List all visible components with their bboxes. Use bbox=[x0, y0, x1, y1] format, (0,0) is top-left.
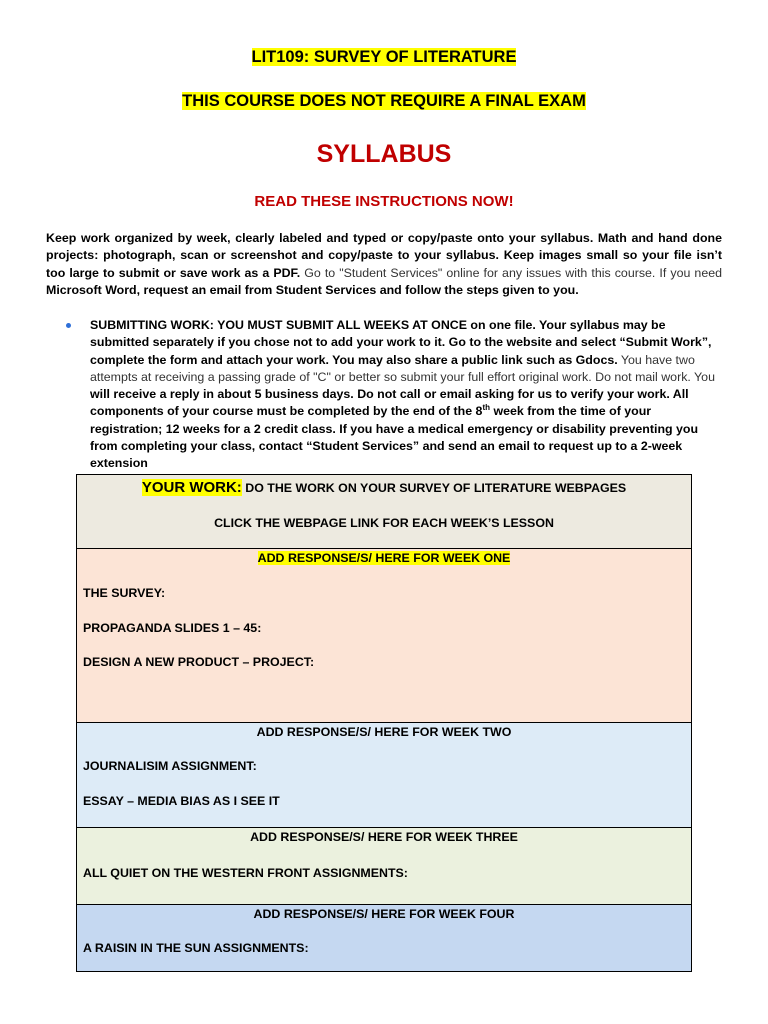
week-two-cell[interactable] bbox=[77, 723, 692, 828]
week-three-item: ALL QUIET ON THE WESTERN FRONT ASSIGNMENTS: bbox=[83, 866, 408, 880]
week-three-title: ADD RESPONSE/S/ HERE FOR WEEK THREE bbox=[250, 830, 518, 844]
bullet-text-1: SUBMITTING WORK: YOU MUST SUBMIT ALL WEEKS AT ONCE on one file. Your syllabus may be submitted separately if you chose not to add your work to it. Go to the website and select “Submit Work”, complete the form and attach your work. You may also share a public link such as Gdocs. bbox=[90, 318, 712, 367]
bullet-text-2: You have two attempts at receiving a passing grade of "C" or better so submit your full effort original work. Do not mail work. You bbox=[90, 352, 715, 384]
syllabus-heading: SYLLABUS bbox=[316, 140, 452, 168]
your-work-label: YOUR WORK: bbox=[141, 479, 242, 496]
week-four-title: ADD RESPONSE/S/ HERE FOR WEEK FOUR bbox=[253, 907, 515, 921]
course-title-text: LIT109: SURVEY OF LITERATURE bbox=[251, 48, 517, 66]
week-three-cell[interactable] bbox=[77, 828, 692, 905]
intro-text-2: Go to "Student Services" online for any issues with this course. If you need bbox=[300, 265, 722, 280]
your-work-cell bbox=[77, 475, 692, 549]
week-four-item: A RAISIN IN THE SUN ASSIGNMENTS: bbox=[83, 941, 309, 955]
week-one-title bbox=[83, 550, 685, 567]
exam-note-text: THIS COURSE DOES NOT REQUIRE A FINAL EXAM bbox=[182, 92, 586, 110]
submitting-work-text bbox=[90, 317, 726, 473]
bullet-dot-icon bbox=[66, 323, 71, 328]
week-one-cell[interactable] bbox=[77, 549, 692, 723]
intro-text-3: Microsoft Word, request an email from Student Services and follow the steps given to you. bbox=[46, 282, 579, 297]
week-one-title-text: ADD RESPONSE/S/ HERE FOR WEEK ONE bbox=[257, 551, 511, 565]
bullet-text-4: week from the time of your registration; 12 weeks for a 2 credit class. If you have a medical emergency or disability preventing you from completing your class, contact “Student Services” and send an email to request up to a 2-week extension bbox=[90, 404, 699, 471]
your-work-text: DO THE WORK ON YOUR SURVEY OF LITERATURE WEBPAGES bbox=[241, 481, 627, 495]
exam-note bbox=[0, 91, 768, 111]
week-one-item: DESIGN A NEW PRODUCT – PROJECT: bbox=[83, 655, 315, 669]
week-four-cell[interactable] bbox=[77, 905, 692, 972]
read-instructions-heading: READ THESE INSTRUCTIONS NOW! bbox=[254, 193, 514, 210]
bullet-superscript: th bbox=[482, 403, 490, 413]
work-table bbox=[76, 474, 692, 972]
intro-text-1: Keep work organized by week, clearly labeled and typed or copy/paste onto your syllabus. Math and hand done projects: photograph, scan or screenshot and copy/paste to your syllabus. Keep images small so your file isn’t too large to submit or save work as a PDF. bbox=[46, 231, 722, 280]
week-one-item: THE SURVEY: bbox=[83, 586, 166, 600]
week-two-item: JOURNALISIM ASSIGNMENT: bbox=[83, 759, 257, 773]
bullet-text-3: will receive a reply in about 5 business days. Do not call or email asking for us to verify your work. All components of your course must be completed by the end of the 8 bbox=[90, 387, 689, 419]
week-one-item: PROPAGANDA SLIDES 1 – 45: bbox=[83, 621, 262, 635]
course-title bbox=[0, 47, 768, 67]
click-link-text: CLICK THE WEBPAGE LINK FOR EACH WEEK’S LESSON bbox=[214, 516, 554, 530]
your-work-line bbox=[83, 479, 685, 497]
intro-paragraph bbox=[46, 230, 722, 299]
week-two-item: ESSAY – MEDIA BIAS AS I SEE IT bbox=[83, 794, 280, 808]
week-two-title: ADD RESPONSE/S/ HERE FOR WEEK TWO bbox=[256, 725, 512, 739]
